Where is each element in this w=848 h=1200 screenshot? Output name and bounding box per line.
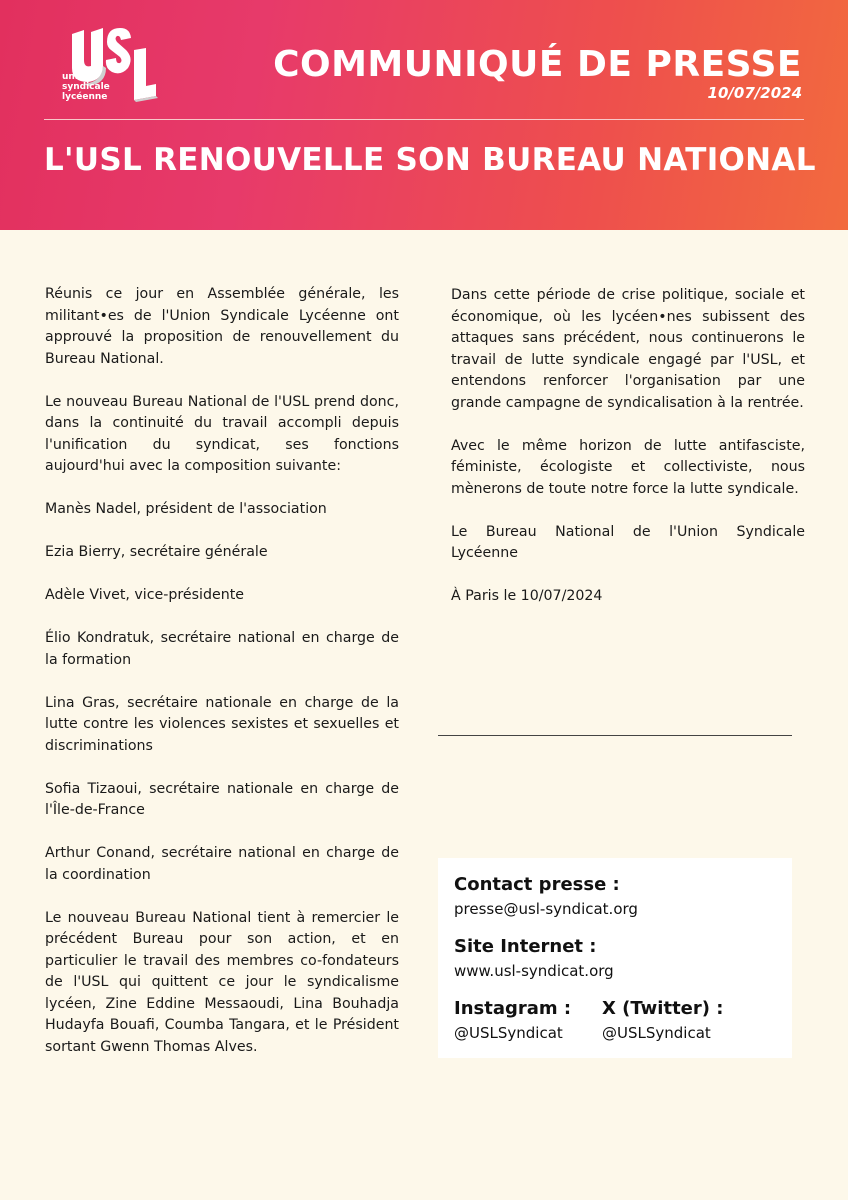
- body-column-left: [45, 284, 399, 1058]
- member-line: Ezia Bierry, secrétaire générale: [45, 544, 268, 560]
- member-line: Adèle Vivet, vice-présidente: [45, 587, 245, 603]
- header-divider: [44, 119, 804, 120]
- contact-box: [438, 858, 792, 1058]
- place-date: À Paris le 10/07/2024: [451, 588, 603, 604]
- section-divider: [438, 735, 792, 736]
- signature: Le Bureau National de l'Union Syndicale Lycéenne: [451, 523, 805, 561]
- header-banner: [0, 0, 848, 230]
- member-line: Lina Gras, secrétaire nationale en charge de la lutte contre les violences sexistes et sexuelles et discriminations: [45, 694, 399, 754]
- contact-x-label: X (Twitter) :: [602, 998, 724, 1019]
- member-line: Arthur Conand, secrétaire national en charge de la coordination: [45, 845, 399, 883]
- contact-press-email[interactable]: presse@usl-syndicat.org: [454, 900, 638, 918]
- paragraph: Avec le même horizon de lutte antifasciste, féministe, écologiste et collectiviste, nous mènerons de toute notre force la lutte syndicale.: [451, 437, 805, 497]
- contact-instagram-label: Instagram :: [454, 998, 572, 1019]
- press-release-date: 10/07/2024: [707, 84, 802, 102]
- page-title: L'USL RENOUVELLE SON BUREAU NATIONAL: [44, 142, 816, 178]
- press-release-kicker: COMMUNIQUÉ DE PRESSE: [273, 44, 802, 85]
- body-column-right: [451, 285, 805, 608]
- logo-letter-l: [134, 48, 156, 100]
- logo-letter-s: [106, 28, 131, 73]
- logo-caption: union syndicale lycéenne: [62, 72, 110, 102]
- contact-press-label: Contact presse :: [454, 874, 620, 895]
- paragraph: Dans cette période de crise politique, sociale et économique, où les lycéen•nes subissent des attaques sans précédent, nous continuerons le travail de lutte syndicale engagé par l'USL, et entendons renforcer l'organisation par une grande campagne de syndicalisation à la rentrée.: [451, 287, 805, 411]
- contact-instagram-handle[interactable]: @USLSyndicat: [454, 1024, 563, 1042]
- member-line: Manès Nadel, président de l'association: [45, 501, 327, 517]
- member-line: Sofia Tizaoui, secrétaire nationale en charge de l'Île-de-France: [45, 780, 399, 818]
- paragraph: Réunis ce jour en Assemblée générale, les militant•es de l'Union Syndicale Lycéenne ont approuvé la proposition de renouvellement du Bureau National.: [45, 286, 399, 367]
- contact-x-handle[interactable]: @USLSyndicat: [602, 1024, 711, 1042]
- contact-site-label: Site Internet :: [454, 936, 597, 957]
- member-line: Élio Kondratuk, secrétaire national en charge de la formation: [45, 630, 399, 668]
- paragraph: Le nouveau Bureau National de l'USL prend donc, dans la continuité du travail accompli depuis l'unification du syndicat, ses fonctions aujourd'hui avec la composition suivante:: [45, 393, 399, 474]
- paragraph: Le nouveau Bureau National tient à remercier le précédent Bureau pour son action, et en particulier le travail des membres co-fondateurs de l'USL qui quittent ce jour le syndicalisme lycéen, Zine Eddine Messaoudi, Lina Bouhadja Hudayfa Bouafi, Coumba Tangara, et le Président sortant Gwenn Thomas Alves.: [45, 909, 399, 1055]
- contact-site-url[interactable]: www.usl-syndicat.org: [454, 962, 614, 980]
